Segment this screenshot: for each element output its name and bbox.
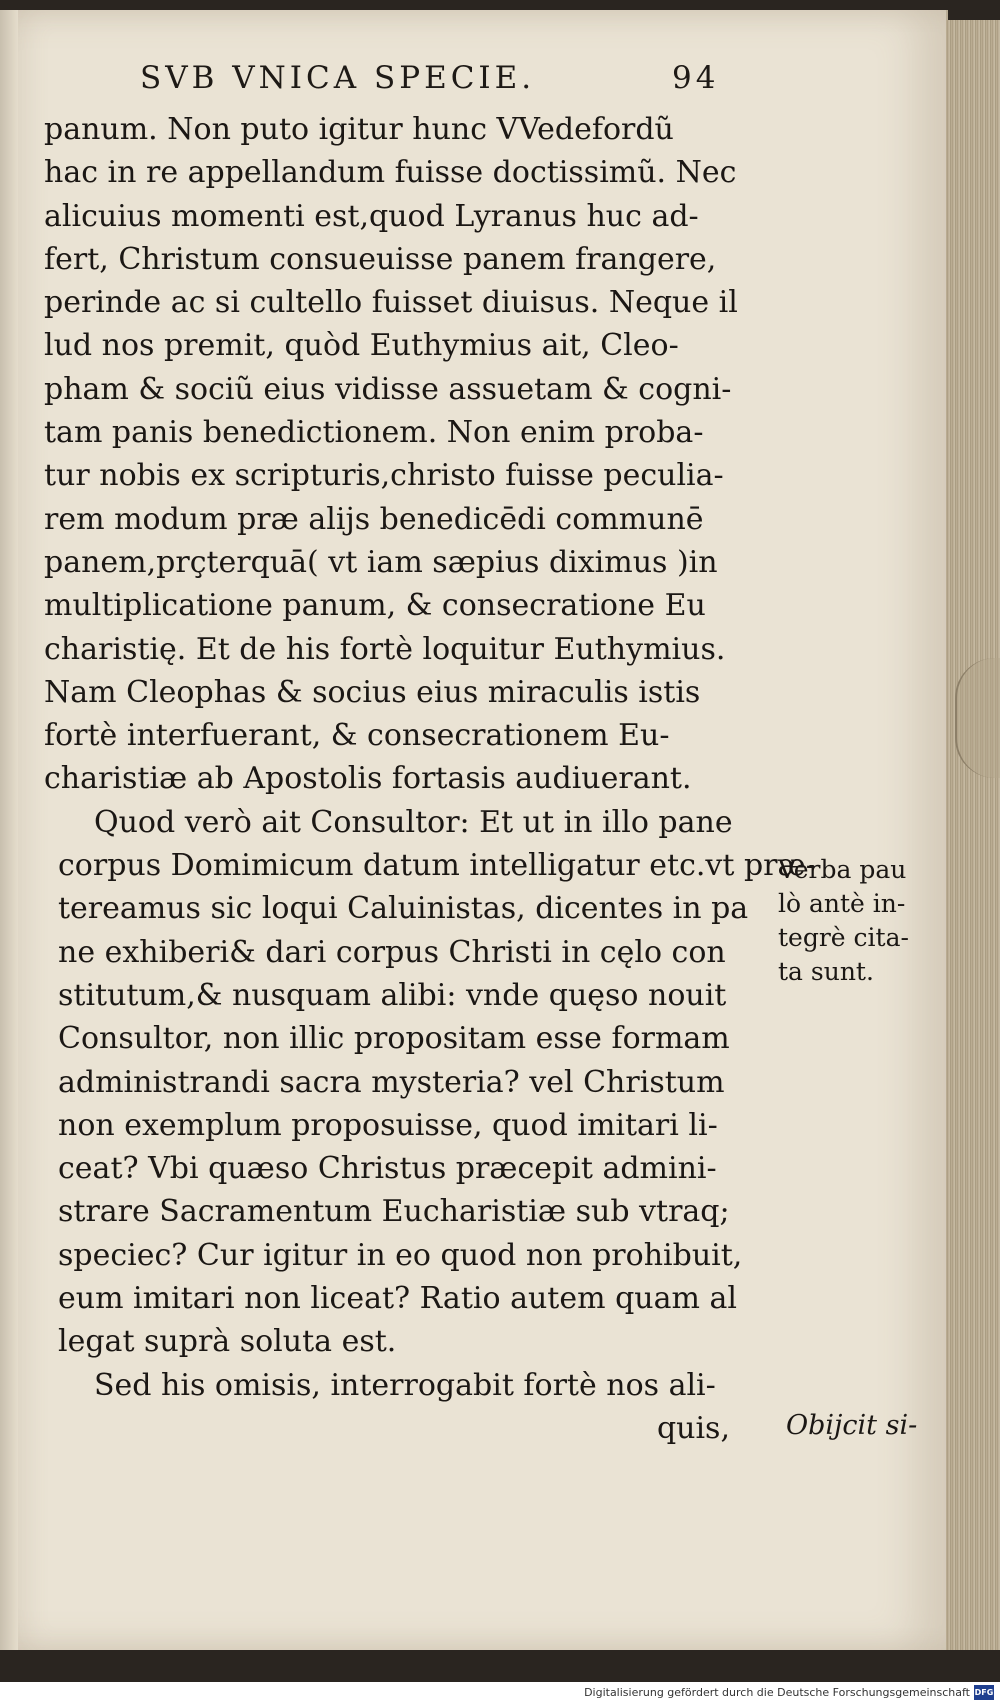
- page-gutter: [0, 10, 18, 1650]
- marginal-note-line: tegrè cita-: [778, 923, 909, 952]
- text-line: panum. Non puto igitur hunc VVedefordũ: [44, 112, 674, 147]
- text-line: perinde ac si cultello fuisset diuisus. Neque il: [44, 285, 738, 321]
- running-head: [140, 60, 740, 110]
- page-edges: [946, 20, 1000, 1650]
- page-number: 94: [672, 60, 720, 96]
- funding-credit: Digitalisierung gefördert durch die Deutsche Forschungsgemeinschaft: [584, 1686, 970, 1699]
- text-line: eum imitari non liceat? Ratio autem quam al: [58, 1281, 737, 1317]
- text-line: rem modum præ alijs benedicēdi communē: [44, 501, 704, 537]
- text-line: charistię. Et de his fortè loquitur Euthymius.: [44, 631, 726, 667]
- text-line: panem,prçterquā( vt iam sæpius diximus )in: [44, 544, 718, 580]
- marginal-note-line: ta sunt.: [778, 957, 874, 986]
- marginal-note: [778, 853, 928, 989]
- text-line: alicuius momenti est,quod Lyranus huc ad-: [44, 198, 699, 234]
- text-line: ceat? Vbi quæso Christus præcepit admini-: [58, 1151, 717, 1187]
- running-head-title: SVB VNICA SPECIE.: [140, 60, 536, 96]
- body-text: [44, 108, 816, 1450]
- text-line: hac in re appellandum fuisse doctissimũ. Nec: [44, 155, 737, 191]
- text-line: tur nobis ex scripturis,christo fuisse peculia-: [44, 458, 724, 494]
- text-line: fert, Christum consueuisse panem frangere,: [44, 241, 717, 277]
- text-line: speciec? Cur igitur in eo quod non prohibuit,: [58, 1237, 743, 1273]
- text-line: fortè interfuerant, & consecrationem Eu-: [44, 718, 670, 754]
- marginal-note-line: Verba pau: [778, 855, 907, 884]
- text-line: tam panis benedictionem. Non enim proba-: [44, 415, 704, 451]
- text-line: Quod verò ait Consultor: Et ut in illo pane: [94, 804, 733, 840]
- text-line: pham & sociũ eius vidisse assuetam & cogni-: [44, 371, 732, 407]
- marginal-note-line: lò antè in-: [778, 889, 906, 918]
- text-line: non exemplum proposuisse, quod imitari li-: [58, 1107, 718, 1143]
- text-line: legat suprà soluta est.: [58, 1324, 397, 1360]
- text-line: Consultor, non illic propositam esse formam: [58, 1021, 730, 1057]
- marginal-note-objection: Obijcit si-: [786, 1410, 918, 1441]
- text-line: corpus Domimicum datum intelligatur etc.vt præ-: [58, 848, 816, 884]
- text-line: Nam Cleophas & socius eius miraculis istis: [44, 674, 701, 710]
- text-line: lud nos premit, quòd Euthymius ait, Cleo-: [44, 328, 679, 364]
- text-line: ne exhiberi& dari corpus Christi in cęlo con: [58, 934, 726, 970]
- text-line: stitutum,& nusquam alibi: vnde quęso nouit: [58, 977, 727, 1013]
- text-line: charistiæ ab Apostolis fortasis audiuerant.: [44, 761, 692, 797]
- text-line: Sed his omisis, interrogabit fortè nos ali-: [94, 1367, 716, 1403]
- digitization-footer: [0, 1682, 1000, 1707]
- dfg-logo: DFG: [974, 1685, 994, 1700]
- text-line: multiplicatione panum, & consecratione Eu: [44, 588, 706, 624]
- catchword: quis,: [656, 1410, 730, 1446]
- text-line: strare Sacramentum Eucharistiæ sub vtraq;: [58, 1194, 730, 1230]
- text-line: tereamus sic loqui Caluinistas, dicentes in pa: [58, 891, 749, 927]
- text-line: administrandi sacra mysteria? vel Christum: [58, 1064, 725, 1100]
- page-tab-marker: [955, 658, 1000, 778]
